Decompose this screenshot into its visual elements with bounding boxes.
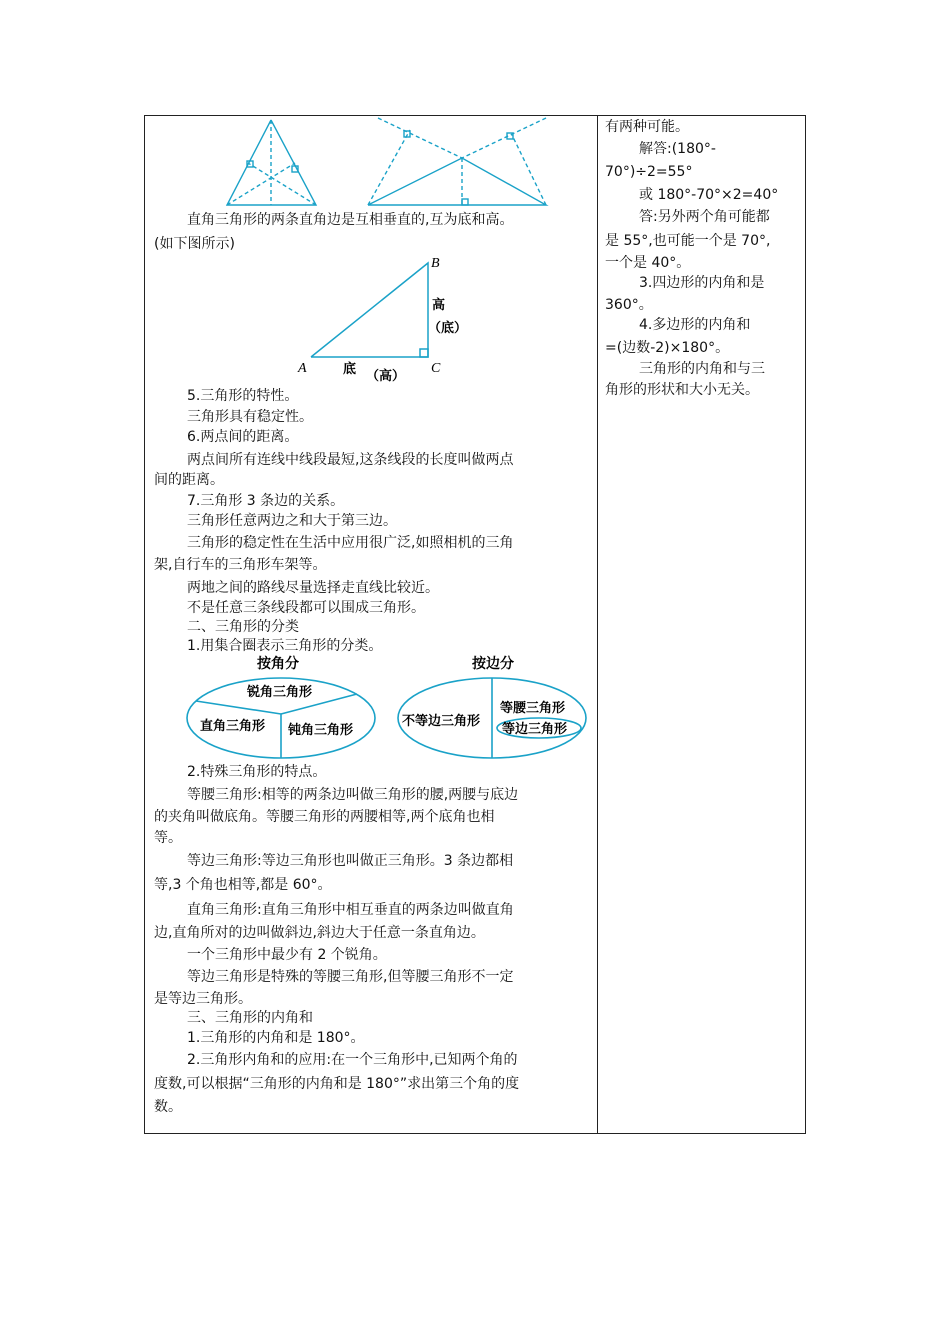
section-heading-angle-sum: 三、三角形的内角和	[187, 1010, 313, 1026]
section-7-text-2: 三角形的稳定性在生活中应用很广泛,如照相机的三角	[187, 535, 514, 551]
section-6: 6.两点间的距离。	[187, 429, 299, 445]
set-right: 直角三角形	[200, 719, 266, 734]
section-7-text-3: 架,自行车的三角形车架等。	[154, 557, 327, 573]
acute-angle-note: 一个三角形中最少有 2 个锐角。	[187, 947, 387, 963]
equilateral-note-1: 等边三角形是特殊的等腰三角形,但等腰三角形不一定	[187, 969, 514, 985]
label-base: 底	[343, 362, 357, 377]
vertex-b: B	[431, 256, 440, 271]
by-angle-title: 按角分	[257, 656, 299, 672]
right-line-3: 70°)÷2=55°	[605, 164, 693, 180]
right-line-5: 答:另外两个角可能都	[639, 209, 770, 225]
set-acute: 锐角三角形	[247, 685, 313, 700]
set-scalene: 不等边三角形	[402, 714, 481, 729]
isosceles-text-2: 的夹角叫做底角。等腰三角形的两腰相等,两个底角也相	[154, 809, 495, 825]
by-side-title: 按边分	[472, 656, 514, 672]
equilateral-note-2: 是等边三角形。	[154, 991, 252, 1007]
right-line-12: 三角形的内角和与三	[639, 361, 765, 377]
right-line-11: =(边数-2)×180°。	[605, 340, 730, 356]
section-6-text-2: 间的距离。	[154, 472, 224, 488]
section-7: 7.三角形 3 条边的关系。	[187, 493, 345, 509]
right-line-8: 3.四边形的内角和是	[639, 275, 765, 291]
label-base-paren: （底）	[428, 321, 468, 336]
section-7-text-1: 三角形任意两边之和大于第三边。	[187, 513, 397, 529]
para-figure-note: (如下图所示)	[154, 236, 235, 252]
right-line-4: 或 180°-70°×2=40°	[639, 187, 779, 203]
equilateral-text-1: 等边三角形:等边三角形也叫做正三角形。3 条边都相	[187, 853, 514, 869]
section-5-text: 三角形具有稳定性。	[187, 409, 313, 425]
right-line-13: 角形的形状和大小无关。	[605, 382, 759, 398]
angle-sum-text-2: 2.三角形内角和的应用:在一个三角形中,已知两个角的	[187, 1052, 518, 1068]
angle-sum-text-3: 度数,可以根据“三角形的内角和是 180°”求出第三个角的度	[154, 1076, 520, 1092]
right-line-6: 是 55°,也可能一个是 70°,	[605, 233, 771, 249]
label-height: 高	[432, 298, 446, 313]
section-7-text-4: 两地之间的路线尽量选择走直线比较近。	[187, 580, 439, 596]
classification-subheading: 1.用集合圈表示三角形的分类。	[187, 638, 383, 654]
set-obtuse: 钝角三角形	[288, 723, 354, 738]
set-isosceles: 等腰三角形	[500, 701, 566, 716]
isosceles-text-1: 等腰三角形:相等的两条边叫做三角形的腰,两腰与底边	[187, 787, 519, 803]
section-7-text-5: 不是任意三条线段都可以围成三角形。	[187, 600, 425, 616]
special-triangles-heading: 2.特殊三角形的特点。	[187, 764, 327, 780]
vertex-c: C	[431, 361, 441, 376]
equilateral-text-2: 等,3 个角也相等,都是 60°。	[154, 877, 332, 893]
section-5: 5.三角形的特性。	[187, 388, 299, 404]
right-line-7: 一个是 40°。	[605, 255, 691, 271]
set-equilateral: 等边三角形	[502, 722, 568, 737]
right-line-9: 360°。	[605, 297, 653, 313]
vertex-a: A	[298, 361, 307, 376]
label-height-paren: （高）	[366, 369, 406, 384]
right-line-1: 有两种可能。	[605, 119, 689, 135]
angle-sum-text-1: 1.三角形的内角和是 180°。	[187, 1030, 365, 1046]
para-right-triangle: 直角三角形的两条直角边是互相垂直的,互为底和高。	[187, 212, 514, 228]
section-6-text-1: 两点间所有连线中线段最短,这条线段的长度叫做两点	[187, 452, 514, 468]
right-line-10: 4.多边形的内角和	[639, 317, 751, 333]
right-line-2: 解答:(180°-	[639, 141, 716, 157]
isosceles-text-3: 等。	[154, 830, 182, 846]
section-heading-classification: 二、三角形的分类	[187, 619, 299, 635]
right-triangle-text-1: 直角三角形:直角三角形中相互垂直的两条边叫做直角	[187, 902, 514, 918]
angle-sum-text-4: 数。	[154, 1099, 182, 1115]
right-triangle-text-2: 边,直角所对的边叫做斜边,斜边大于任意一条直角边。	[154, 925, 485, 941]
